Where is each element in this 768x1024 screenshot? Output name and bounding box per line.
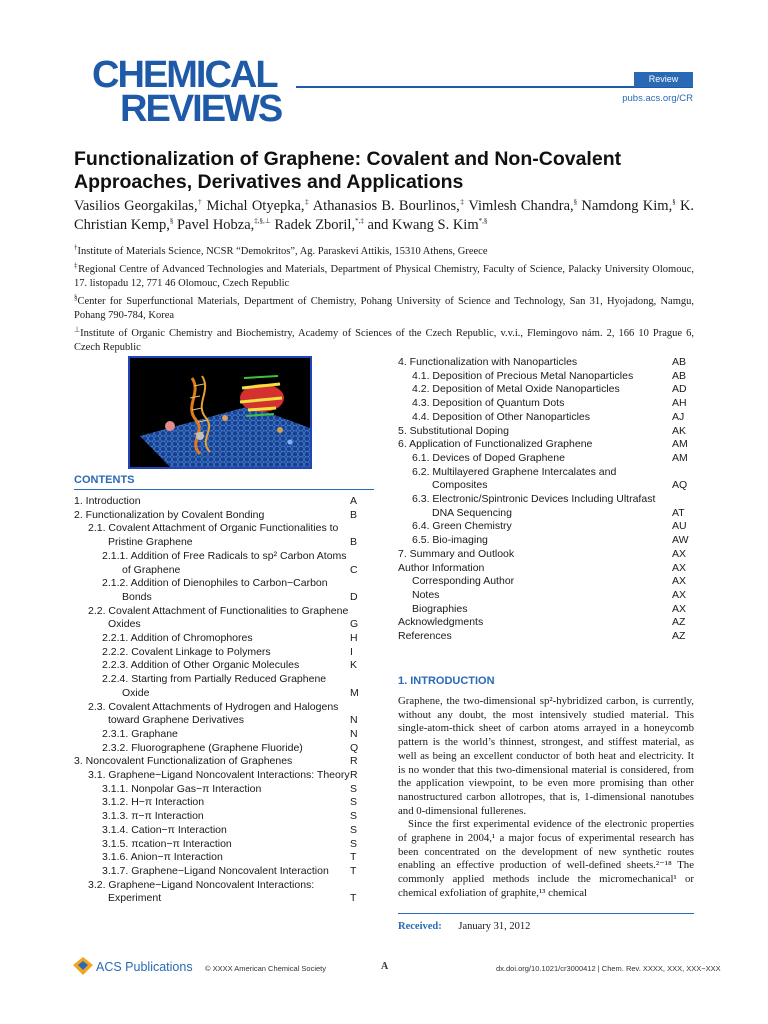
author-affiliation-mark: ‡ [304,198,310,207]
toc-entry-label: 7. Summary and Outlook [398,547,515,560]
affiliation-mark: § [74,293,78,302]
toc-entry-label: 3.2. Graphene−Ligand Noncovalent Interactions: Experiment [88,878,315,905]
article-type-badge: Review [634,72,693,87]
author-affiliation-mark: § [672,198,676,207]
author-name: Pavel Hobza, [176,217,255,233]
toc-entry[interactable]: 4.2. Deposition of Metal Oxide Nanoparticles AD [412,383,687,396]
toc-entry[interactable]: 6.3. Electronic/Spintronic Devices Including Ultrafast DNA Sequencing AT [412,493,685,519]
toc-entry[interactable]: Acknowledgments AZ [398,616,686,629]
toc-entry[interactable]: 4.4. Deposition of Other Nanoparticles AJ [412,410,685,423]
toc-entry[interactable]: 6.2. Multilayered Graphene Intercalates and Composites AQ [412,465,688,492]
toc-entry[interactable]: 2.3.1. Graphane N [102,727,358,740]
journal-url-link[interactable]: pubs.acs.org/CR [622,93,693,104]
journal-logo-line1: CHEMICAL [92,54,277,96]
toc-entry[interactable]: Corresponding Author AX [412,575,687,588]
author-name: Vasilios Georgakilas, [74,198,198,214]
toc-entry[interactable]: 6. Application of Functionalized Graphene AM [398,438,688,451]
toc-entry[interactable]: 3.1.3. π−π Interaction S [102,810,358,823]
toc-entry[interactable]: 5. Substitutional Doping AK [398,424,687,437]
author-affiliation-mark: ‡ [459,198,465,207]
introduction-paragraph: Graphene, the two-dimensional sp²-hybridized carbon, is currently, without any doubt, the most intensively studied material. This single-atom-thick sheet of carbon atoms arrayed in a honeycomb pattern is the world’s thinnest, strongest, and stiffest material, as well as being an excellent conductor of both heat and electricity. It is no wonder that this two-dimensional material is considered, from the application viewpoint, to be even more promising than other nanostructured carbon allotropes, that is, 1-dimensional nanotubes and 0-dimensional fullerenes. [398,695,694,817]
toc-entry[interactable]: 2.3. Covalent Attachments of Hydrogen and Halogens toward Graphene Derivatives N [88,700,358,727]
toc-entry[interactable]: 3.1.6. Anion−π Interaction T [102,851,357,864]
toc-entry[interactable]: 2.3.2. Fluorographene (Graphene Fluoride) Q [102,741,359,754]
received-date [398,921,530,932]
toc-entry[interactable]: 6.5. Bio-imaging AW [412,534,689,547]
toc-entry[interactable]: 6.4. Green Chemistry AU [412,520,687,533]
affiliation-mark: † [74,243,78,252]
toc-entry-label: 2. Functionalization by Covalent Bonding [74,508,265,521]
toc-entry[interactable]: 4.3. Deposition of Quantum Dots AH [412,397,687,410]
toc-entry[interactable]: 3.1.2. H−π Interaction S [102,796,358,809]
toc-entry[interactable]: 3.1.7. Graphene−Ligand Noncovalent Interaction T [102,864,357,877]
toc-entry-label: 3.1.3. π−π Interaction [102,810,204,823]
toc-entry-label: 3. Noncovalent Functionalization of Graphenes [74,755,293,768]
affiliation-text: Regional Centre of Advanced Technologies and Materials, Department of Physical Chemistry, Faculty of Science, Palacky University Olomouc, 17. listopadu 12, 771 46 Olomouc, Czech Republic [74,264,695,289]
affiliation-list [74,245,694,359]
affiliation-mark: ‡ [74,261,79,270]
toc-entry-label: 2.3.1. Graphane [102,727,178,740]
author-name: and Kwang S. Kim [367,217,479,233]
author-list [74,197,694,235]
introduction-body [398,695,694,901]
toc-entry[interactable]: 2.2. Covalent Attachment of Functionalities to Graphene Oxides G [88,604,359,631]
toc-entry[interactable]: 3.1. Graphene−Ligand Noncovalent Interactions: Theory R [88,769,358,782]
toc-entry[interactable]: 4.1. Deposition of Precious Metal Nanoparticles AB [412,369,687,382]
toc-entry[interactable]: 6.1. Devices of Doped Graphene AM [412,451,688,464]
author-name: Vimlesh Chandra, [468,198,574,214]
toc-entry-label: 6. Application of Functionalized Graphene [398,438,593,451]
toc-entry-label: 2.3.2. Fluorographene (Graphene Fluoride) [102,741,303,754]
toc-entry-label: 4. Functionalization with Nanoparticles [398,356,578,368]
affiliation-text: Institute of Organic Chemistry and Biochemistry, Academy of Sciences of the Czech Republic, v.v.i., Flemingovo nám. 2, 166 10 Prague 6, Czech Republic [74,328,694,353]
introduction-paragraph: Since the first experimental evidence of the electronic properties of graphene in 2004,¹ a major focus of experimental research has been concentrated on the development of new synthetic routes enabling an effective production of well-defined sheets.²⁻¹⁸ The commonly applied methods include the micromechanical¹ or chemical exfoliation of graphite,¹³ chemical [398,818,694,899]
toc-graphic-image [128,356,312,469]
toc-entry[interactable]: 7. Summary and Outlook AX [398,547,687,560]
toc-entry-label: 4.1. Deposition of Precious Metal Nanoparticles [412,369,634,382]
toc-entry[interactable]: 3. Noncovalent Functionalization of Graphenes R [74,755,358,768]
author-name: K. Christian Kemp, [74,198,695,233]
affiliation-mark: ⊥ [74,325,81,334]
toc-entry-label: 3.1.7. Graphene−Ligand Noncovalent Interaction [102,864,329,877]
toc-entry-label: 2.2.1. Addition of Chromophores [102,632,253,645]
toc-entry[interactable]: 2.1.2. Addition of Dienophiles to Carbon−Carbon Bonds D [102,577,358,603]
toc-entry[interactable]: 3.1.5. πcation−π Interaction S [102,837,358,850]
toc-entry[interactable]: Author Information AX [398,561,687,574]
toc-entry-label: Notes [412,588,440,601]
author-name: Athanasios B. Bourlinos, [312,198,460,214]
publisher-name: ACS Publications [96,960,193,974]
toc-entry[interactable]: 2.1.1. Addition of Free Radicals to sp² Carbon Atoms of Graphene C [102,549,358,576]
toc-entry-label: 6.1. Devices of Doped Graphene [412,451,565,464]
toc-entry-label: 3.1.2. H−π Interaction [102,796,205,809]
author-name: Michal Otyepka, [206,198,305,214]
copyright-notice: © XXXX American Chemical Society [205,964,326,973]
toc-entry-label: 3.1.5. πcation−π Interaction [102,837,232,850]
toc-entry[interactable]: Notes AX [412,588,687,601]
toc-entry-label: 6.3. Electronic/Spintronic Devices Including Ultrafast DNA Sequencing [412,493,656,519]
toc-entry[interactable]: 3.1.4. Cation−π Interaction S [102,823,358,836]
toc-entry-label: 2.2.2. Covalent Linkage to Polymers [102,645,271,658]
affiliation-item [74,327,694,355]
toc-entry[interactable]: 2.2.2. Covalent Linkage to Polymers I [102,645,353,658]
graphene-illustration [130,358,310,467]
affiliation-item [74,245,694,259]
toc-entry[interactable]: 1. Introduction A [74,495,358,507]
toc-entry-label: 6.2. Multilayered Graphene Intercalates and Composites [412,465,617,492]
toc-entry[interactable]: 2. Functionalization by Covalent Bonding B [74,508,358,521]
toc-entry-label: References [398,630,452,643]
toc-entry-label: 2.1.1. Addition of Free Radicals to sp² Carbon Atoms of Graphene [102,549,347,576]
toc-entry-label: Acknowledgments [398,616,484,629]
toc-entry-label: Corresponding Author [412,575,515,588]
toc-column-right [398,356,694,644]
affiliation-item [74,263,694,291]
author-affiliation-mark: ‡,§,⊥ [254,217,271,226]
affiliation-item [74,295,694,323]
toc-entry-label: 2.2.4. Starting from Partially Reduced Graphene Oxide [102,673,327,699]
toc-entry-label: 4.3. Deposition of Quantum Dots [412,397,565,410]
author-affiliation-mark: *,‡ [355,217,364,226]
toc-entry-label: 2.1. Covalent Attachment of Organic Functionalities to Pristine Graphene [88,522,339,549]
toc-entry[interactable]: Biographies AX [412,602,687,615]
toc-entry-label: 6.4. Green Chemistry [412,520,512,533]
toc-entry-label: 5. Substitutional Doping [398,424,509,437]
toc-entry-label: Biographies [412,602,468,615]
author-name: Radek Zboril, [274,217,356,233]
toc-entry-label: 2.1.2. Addition of Dienophiles to Carbon−Carbon Bonds [102,577,328,603]
toc-entry[interactable]: 3.2. Graphene−Ligand Noncovalent Interactions: Experiment T [88,878,357,905]
article-title: Functionalization of Graphene: Covalent and Non-Covalent Approaches, Derivatives and Applications [74,148,622,193]
author-affiliation-mark: *,§ [478,217,488,226]
toc-entry-label: 1. Introduction [74,495,141,507]
toc-entry-label: 4.4. Deposition of Other Nanoparticles [412,410,591,423]
contents-divider [74,489,374,490]
received-divider [398,913,694,914]
toc-entry-label: Author Information [398,561,485,574]
toc-entry-label: 2.2. Covalent Attachment of Functionalities to Graphene Oxides [88,604,349,631]
author-affiliation-mark: § [573,198,578,207]
author-affiliation-mark: § [169,217,174,226]
toc-entry[interactable]: 3.1.1. Nonpolar Gas−π Interaction S [102,782,358,795]
received-label: Received: [398,921,442,932]
toc-entry[interactable]: 2.2.4. Starting from Partially Reduced Graphene Oxide M [102,673,359,699]
introduction-heading: 1. INTRODUCTION [398,675,495,687]
toc-entry[interactable]: 4. Functionalization with Nanoparticles AB [398,356,687,368]
toc-entry-label: 3.1.6. Anion−π Interaction [102,851,223,864]
toc-entry[interactable]: 2.2.1. Addition of Chromophores H [102,632,358,645]
contents-heading: CONTENTS [74,474,135,486]
toc-entry-label: 3.1. Graphene−Ligand Noncovalent Interactions: Theory [88,769,350,782]
affiliation-text: Center for Superfunctional Materials, Department of Chemistry, Pohang University of Science and Technology, San 31, Hyojadong, Namgu, Pohang 790-784, Korea [74,296,694,321]
toc-entry-label: 2.3. Covalent Attachments of Hydrogen and Halogens toward Graphene Derivatives [88,700,339,727]
page-footer [0,955,768,983]
page-number: A [381,961,389,972]
acs-logo-icon [73,957,93,975]
toc-column-left [74,495,374,906]
toc-entry[interactable]: 2.2.3. Addition of Other Organic Molecules K [102,659,358,672]
toc-entry-label: 3.1.1. Nonpolar Gas−π Interaction [102,782,262,795]
received-value: January 31, 2012 [458,921,531,932]
toc-entry-label: 3.1.4. Cation−π Interaction [102,823,227,836]
toc-entry[interactable]: 2.1. Covalent Attachment of Organic Functionalities to Pristine Graphene B [88,522,358,549]
toc-entry-label: 4.2. Deposition of Metal Oxide Nanoparticles [412,383,620,396]
journal-logo [92,54,282,130]
author-name: Namdong Kim, [581,198,673,214]
toc-entry-label: 6.5. Bio-imaging [412,534,488,547]
journal-logo-line2: REVIEWS [120,88,282,130]
author-affiliation-mark: † [197,198,203,207]
toc-entry-label: 2.2.3. Addition of Other Organic Molecules [102,659,300,672]
affiliation-text: Institute of Materials Science, NCSR “Demokritos”, Ag. Paraskevi Attikis, 15310 Athens, Greece [77,246,488,257]
doi-link[interactable]: dx.doi.org/10.1021/cr3000412 | Chem. Rev. XXXX, XXX, XXX−XXX [496,964,721,973]
toc-entry[interactable]: References AZ [398,630,686,643]
